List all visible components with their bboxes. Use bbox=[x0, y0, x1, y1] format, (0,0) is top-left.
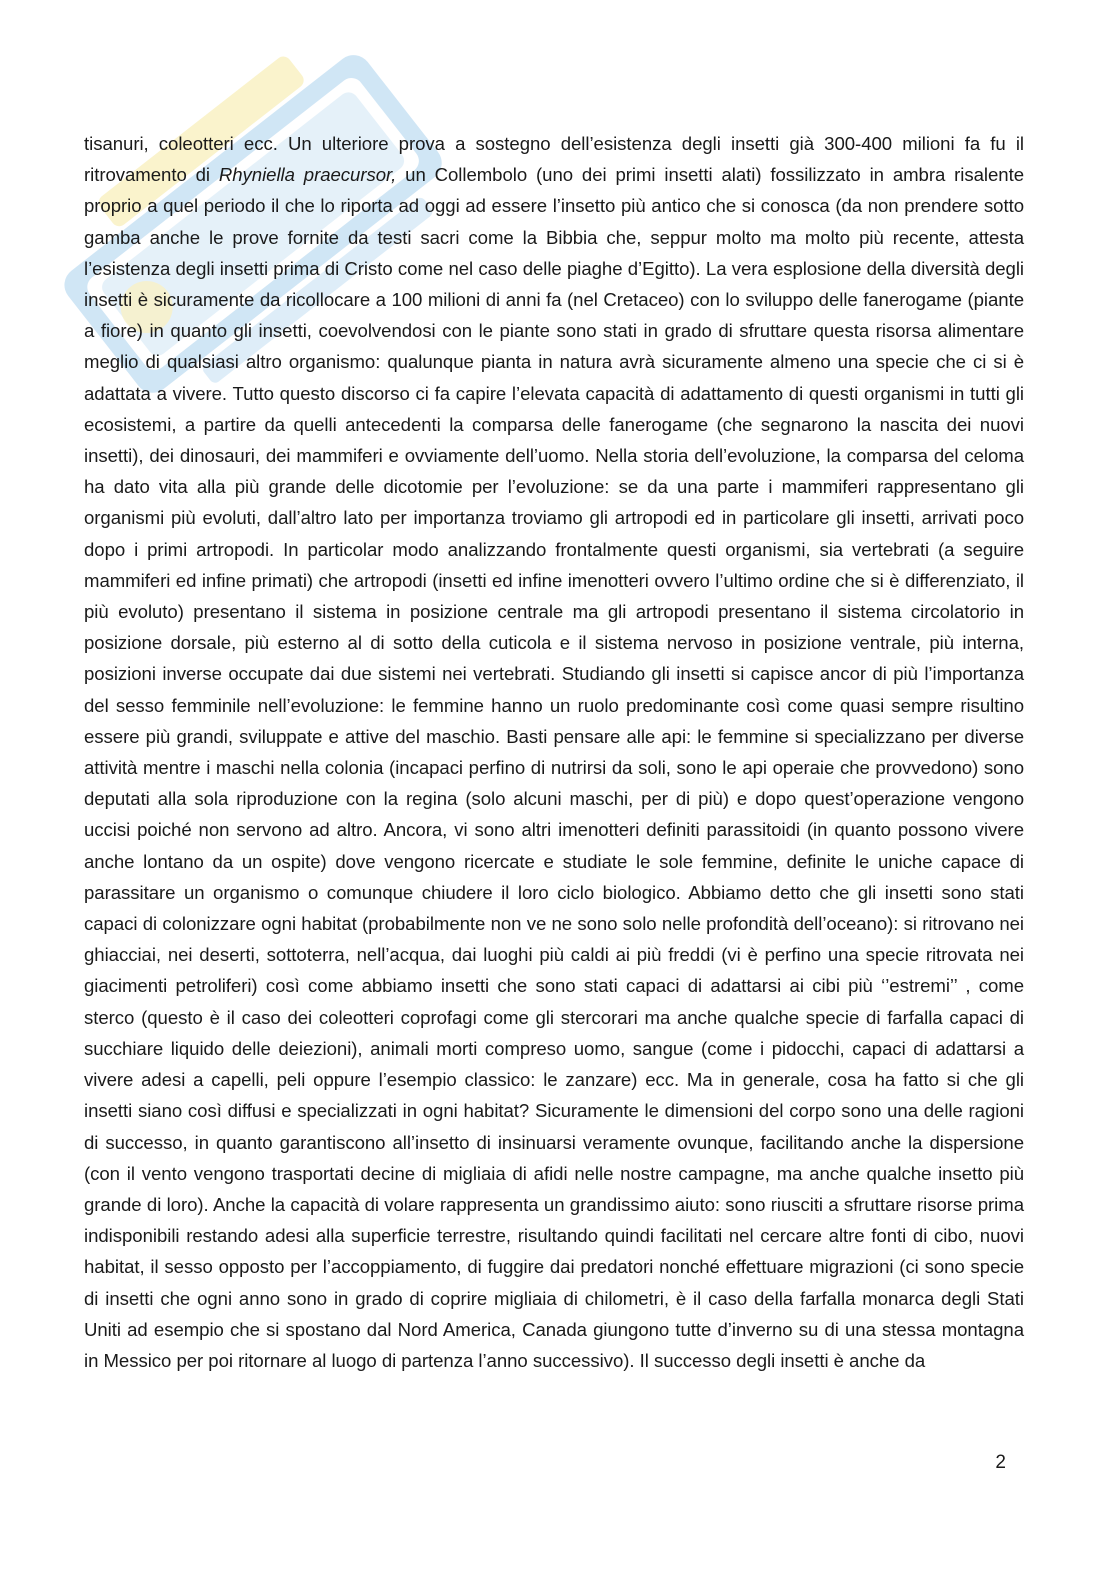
page-number: 2 bbox=[995, 1452, 1006, 1473]
text-run: un Collembolo (uno dei primi insetti alati) fossilizzato in ambra risalente proprio a quel periodo il che lo riporta ad oggi ad essere l’insetto più antico che si conosca (da non prendere sotto gamba anche le prove fornite da testi sacri come la Bibbia che, seppur molto ma molto più recente, attesta l’esistenza degli insetti prima di Cristo come nel caso delle piaghe d’Egitto). La vera esplosione della diversità degli insetti è sicuramente da ricollocare a 100 milioni di anni fa (nel Cretaceo) con lo sviluppo delle fanerogame (piante a fiore) in quanto gli insetti, coevolvendosi con le piante sono stati in grado di sfruttare questa risorsa alimentare meglio di qualsiasi altro organismo: qualunque pianta in natura avrà sicuramente almeno una specie che ci si è adattata a vivere. Tutto questo discorso ci fa capire l’elevata capacità di adattamento di questi organismi in tutti gli ecosistemi, a partire da quelli antecedenti la comparsa delle fanerogame (che segnarono la nascita dei nuovi insetti), dei dinosauri, dei mammiferi e ovviamente dell’uomo. Nella storia dell’evoluzione, la comparsa del celoma ha dato vita alla più grande delle dicotomie per l’evoluzione: se da una parte i mammiferi rappresentano gli organismi più evoluti, dall’altro lato per importanza troviamo gli artropodi ed in particolare gli insetti, arrivati poco dopo i primi artropodi. In particolar modo analizzando frontalmente questi organismi, sia vertebrati (a seguire mammiferi ed infine primati) che artropodi (insetti ed infine imenotteri ovvero l’ultimo ordine che si è differenziato, il più evoluto) presentano il sistema in posizione centrale ma gli artropodi presentano il sistema circolatorio in posizione dorsale, più esterno al di sotto della cuticola e il sistema nervoso in posizione ventrale, più interna, posizioni inverse occupate dai due sistemi nei vertebrati. Studiando gli insetti si capisce ancor di più l’importanza del sesso femminile nell’evoluzione: le femmine hanno un ruolo predominante così come quasi sempre risultino essere più grandi, sviluppate e attive del maschio. Basti pensare alle api: le femmine si specializzano per diverse attività mentre i maschi nella colonia (incapaci perfino di nutrirsi da soli, sono le api operaie che provvedono) sono deputati alla sola riproduzione con la regina (solo alcuni maschi, per di più) e dopo quest’operazione vengono uccisi poiché non servono ad altro. Ancora, vi sono altri imenotteri definiti parassitoidi (in quanto possono vivere anche lontano da un ospite) dove vengono ricercate e studiate le sole femmine, definite le uniche capace di parassitare un organismo o comunque chiudere il loro ciclo biologico. Abbiamo detto che gli insetti sono stati capaci di colonizzare ogni habitat (probabilmente non ve ne sono solo nelle profondità dell’oceano): si ritrovano nei ghiacciai, nei deserti, sottoterra, nell’acqua, dai luoghi più caldi ai più freddi (vi è perfino una specie ritrovata nei giacimenti petroliferi) così come abbiamo insetti che sono stati capaci di adattarsi ai cibi più ‘’estremi’’ , come sterco (questo è il caso dei coleotteri coprofagi come gli stercorari ma anche qualche specie di farfalla capaci di succhiare liquido delle deiezioni), animali morti compreso uomo, sangue (come i pidocchi, capaci di adattarsi a vivere adesi a capelli, peli oppure l’esempio classico: le zanzare) ecc. Ma in generale, cosa ha fatto si che gli insetti siano così diffusi e specializzati in ogni habitat? Sicuramente le dimensioni del corpo sono una delle ragioni di successo, in quanto garantiscono all’insetto di insinuarsi veramente ovunque, facilitando anche la dispersione (con il vento vengono trasportati decine di migliaia di afidi nelle nostre campagne, ma anche qualche insetto più grande di loro). Anche la capacità di volare rappresenta un grandissimo aiuto: sono riusciti a sfruttare risorse prima indisponibili restando adesi alla superficie terrestre, risultando quindi facilitati nel cercare altre fonti di cibo, nuovi habitat, il sesso opposto per l’accoppiamento, di fuggire dai predatori nonché effettuare migrazioni (ci sono specie di insetti che ogni anno sono in grado di coprire migliaia di chilometri, è il caso della farfalla monarca degli Stati Uniti ad esempio che si spostano dal Nord America, Canada giungono tutte d’inverno su di una stessa montagna in Messico per poi ritornare al luogo di partenza l’anno successivo). Il successo degli insetti è anche da bbox=[84, 164, 1024, 1371]
body-text bbox=[84, 128, 1024, 1376]
species-name: Rhyniella praecursor, bbox=[218, 164, 397, 186]
paragraph bbox=[84, 128, 1024, 1376]
text-run: tisanuri, coleotteri ecc. Un ulteriore prova a sostegno dell’esistenza degli insetti già 300-400 milioni fa fu il ritrovamento di bbox=[84, 133, 1024, 186]
